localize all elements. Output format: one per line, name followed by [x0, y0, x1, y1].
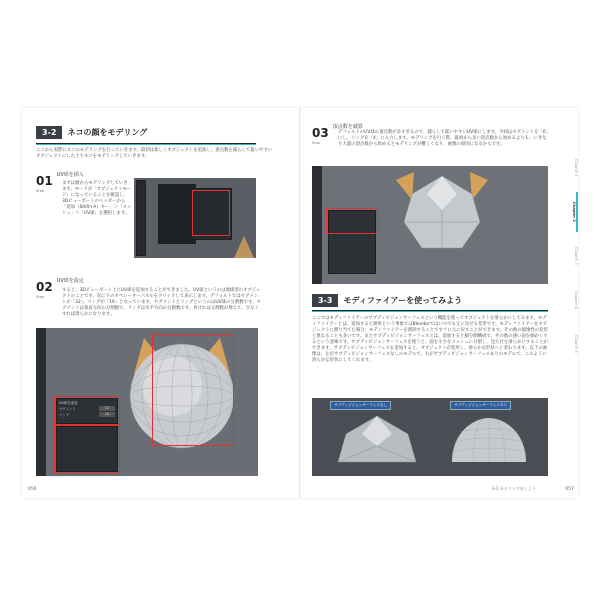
step-title: UV球を挿入	[56, 172, 84, 178]
tab-chapter-3[interactable]: Chapter 3	[574, 247, 578, 265]
step-label: Step	[312, 141, 321, 145]
tab-chapter-5[interactable]: Chapter 5	[574, 335, 578, 353]
subdivision-comparison	[312, 398, 548, 476]
low-poly-screenshot	[312, 166, 548, 284]
low-poly-sphere	[392, 170, 492, 260]
section-title: ネコの顔をモデリング	[67, 128, 148, 137]
cat-ear-shape	[230, 233, 256, 258]
uv-sphere-highlight	[192, 190, 230, 236]
section-number: 3-3	[312, 294, 338, 307]
step-title: 頂点数を減算	[332, 124, 363, 130]
page-number-left: 056	[28, 487, 37, 492]
step-01-body: まずは顔からモデリングしていきます。モードが「オブジェクトモード」になっていることを確認し、3Dビューポートのヘッダーから「追加（Shift+A）キー」＞「メッシュ」＞「UV球」を選択します。	[62, 181, 132, 216]
segment-value[interactable]: 32	[99, 406, 115, 411]
left-page	[22, 108, 298, 498]
caption-without: サブディビジョンサーフェスなし	[330, 401, 391, 410]
section-number: 3-2	[36, 126, 62, 139]
step-02-body: すると、3Dビューポート上にUV球を追加することができました。UV球というのは地球型のオブジェクトのことです。次に下のオペレーターパネルをクリックして表示します。デフォルトではセグメントが「32」、リングが「16」となっています。セグメントとリングというのはUV球の分割数です。セグメントは垂直方向の分割数で、リングは水平方向の分割数です。各けれは分割数が増えて、少なくすれば滑らかになります。	[62, 288, 261, 317]
book-spread	[22, 108, 578, 498]
step-label: Step	[36, 189, 45, 193]
intro-text: ここから実際にネコのモデリングを行っていきます。最初は新しくオブジェクトを追加し、頂点数を減らして扱いやすいオブジェクトにした上でネコをモデリングしていきます。	[36, 148, 273, 159]
tab-chapter-1[interactable]: Chapter 1	[574, 159, 578, 177]
step-03-body: デフォルトのUV球の頂点数が多すぎるので、減らして扱いやすいUV球にします。今回はセグメントを「6」にし、リングを「4」に入力します。モデリングを行う際、最初から多い頂点数から始めるよりも、いきなり大量の頂点数から始めるとモデリングが難しくなり、画像の原因になるからです。	[338, 130, 548, 147]
step-number: 01	[36, 174, 53, 188]
faceted-model	[332, 412, 422, 472]
panel-highlight	[54, 396, 120, 426]
accent-rule	[36, 144, 256, 145]
modifier-body: ここではモディファイアーのサブディビジョンサーフェスという機能を使ってオブジェクトを滑らかにしてみます。モディファイアーとは、追加すると簡単という事象ではBlenderではいつでも元に戻せる変形です。モディファイアーをオブジェクトに割り当てた場合、モディファイアーを削除することですぐに元に戻すことができます。その他の破壊性の変形と異なることも多いです。またサブディビジョンサーフェスとは、追加すると細分割構成で、その他の速い面を細かくするという意味です。サブディビジョンサーフェスを使うと、面を小さなメッシュに分割し、見た目を滑らかにすることができます。サブディビジョンサーフェスを追加すると、オブジェクトが変形し、滑らかな形状へと変わります。以下の画像は、左がサブディビジョンサーフェスなしのモデルで、右がサブディビジョンサーフェスありのモデルで、このように滑らかな形状にしてくれます。	[312, 316, 548, 363]
page-fold	[299, 108, 301, 498]
panel2-highlight	[54, 424, 120, 474]
running-footer: 3-2 モデリングをしよう	[492, 486, 536, 491]
section-title: モディファイアーを使ってみよう	[343, 296, 463, 305]
right-page	[302, 108, 578, 498]
panel-title: UV球を追加	[59, 401, 78, 405]
sphere-highlight	[152, 334, 234, 446]
step-number: 03	[312, 126, 329, 140]
segment-label: セグメント	[59, 407, 76, 411]
tab-chapter-2[interactable]: Chapter 2	[567, 192, 578, 232]
add-menu-screenshot	[134, 178, 256, 258]
step-number: 02	[36, 280, 53, 294]
tab-chapter-4[interactable]: Chapter 4	[574, 291, 578, 309]
panel-highlight-2	[326, 208, 378, 234]
section-heading	[36, 126, 147, 139]
page-number-right: 057	[565, 487, 574, 492]
step-title: UV球を設定	[56, 278, 84, 284]
caption-with: サブディビジョンサーフェスあり	[450, 401, 511, 410]
ring-value[interactable]: 16	[99, 412, 115, 417]
smooth-model	[444, 412, 534, 472]
section-heading-2	[312, 294, 462, 307]
uv-sphere-screenshot	[36, 328, 258, 476]
step-label: Step	[36, 295, 45, 299]
ring-label: リング	[59, 413, 70, 417]
accent-rule	[312, 311, 548, 312]
